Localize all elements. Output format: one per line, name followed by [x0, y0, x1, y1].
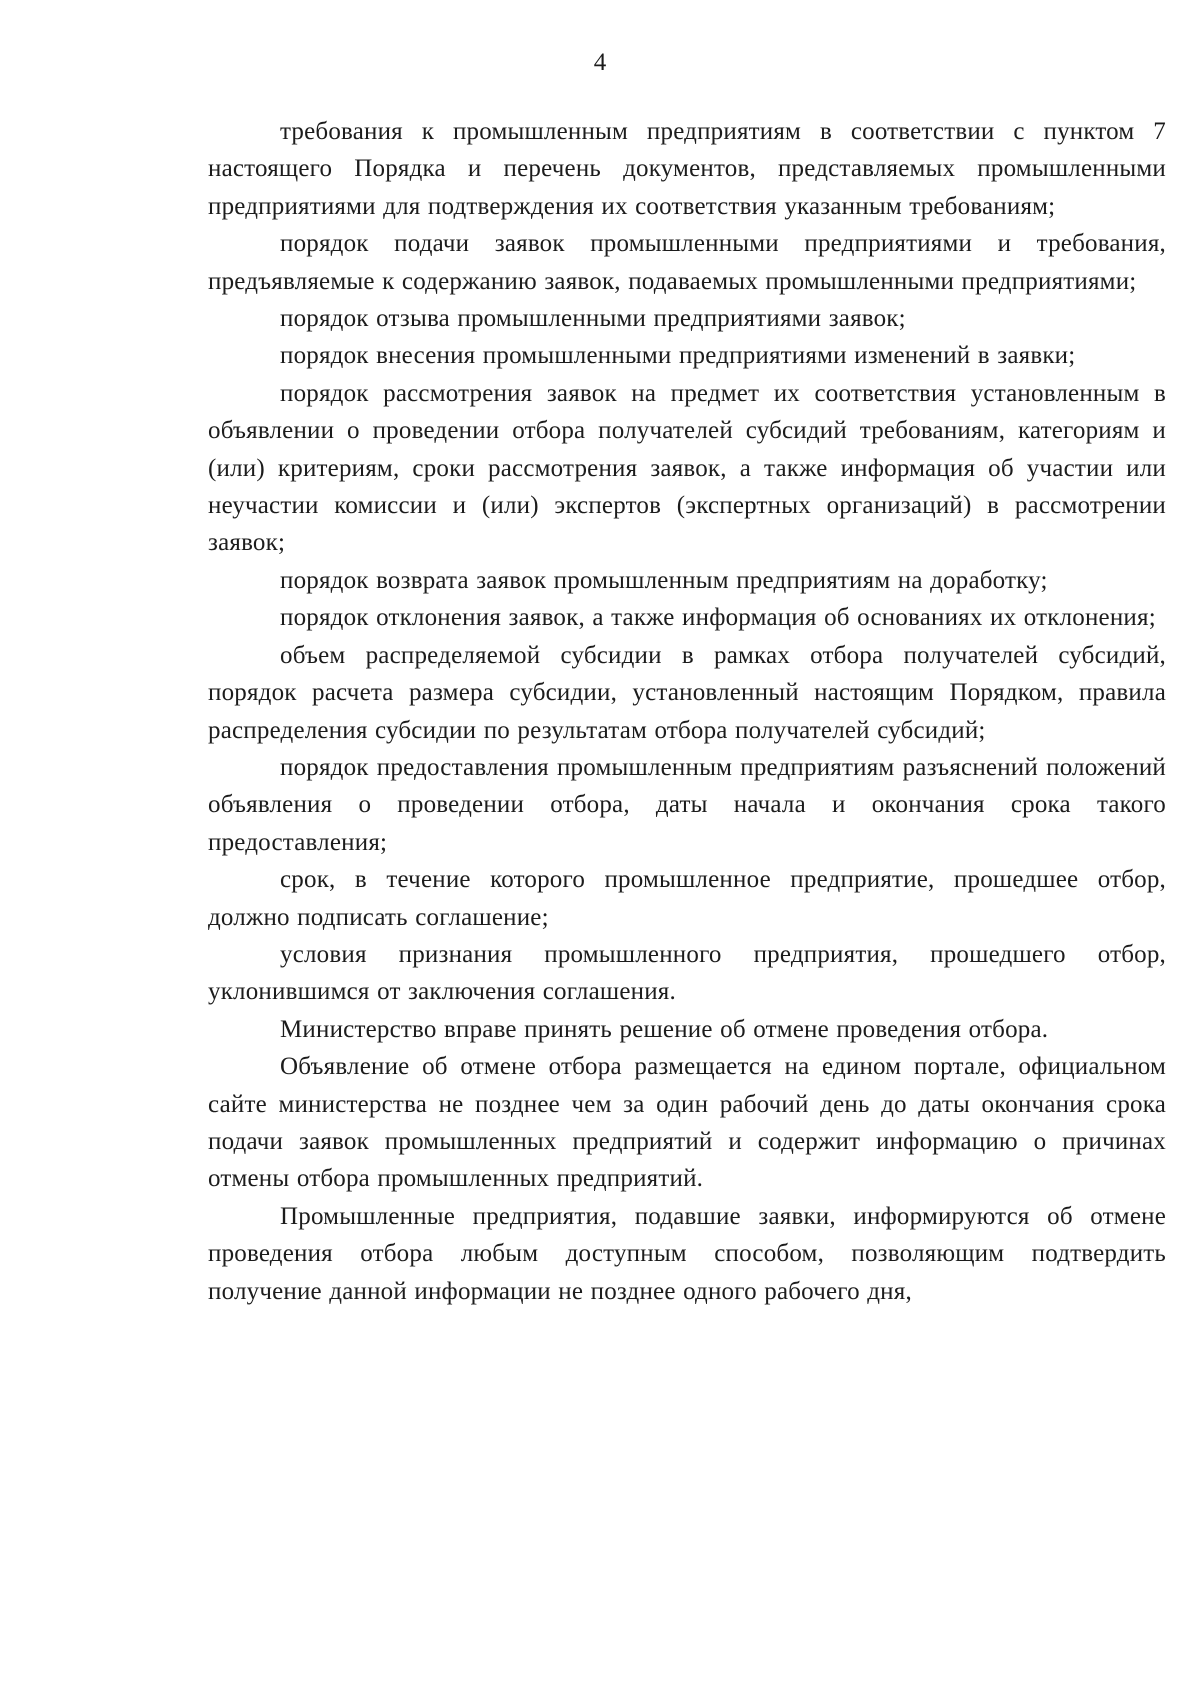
- paragraph: порядок возврата заявок промышленным предприятиям на доработку;: [280, 566, 1048, 594]
- paragraph: Министерство вправе принять решение об отмене проведения отбора.: [280, 1015, 1049, 1043]
- paragraph: порядок рассмотрения заявок на предмет их соответствия установленным в объявлении о проведении отбора получателей субсидий требованиям, категориям и (или) критериям, сроки рассмотрения заявок, а также информация об участии или неучастии комиссии и (или) экспертов (экспертных организаций) в рассмотрении заявок;: [208, 379, 1166, 557]
- paragraph: порядок внесения промышленными предприятиями изменений в заявки;: [280, 342, 1076, 370]
- paragraph: условия признания промышленного предприятия, прошедшего отбор, уклонившимся от заключения соглашения.: [208, 940, 1166, 1006]
- paragraph: порядок отклонения заявок, а также информация об основаниях их отклонения;: [280, 604, 1156, 632]
- paragraph: Промышленные предприятия, подавшие заявки, информируются об отмене проведения отбора любым доступным способом, позволяющим подтвердить получение данной информации не позднее одного рабочего дня,: [208, 1202, 1166, 1305]
- paragraph: требования к промышленным предприятиям в соответствии с пунктом 7 настоящего Порядка и перечень документов, представляемых промышленными предприятиями для подтверждения их соответствия указанным требованиям;: [208, 118, 1166, 220]
- paragraph: порядок отзыва промышленными предприятиями заявок;: [280, 305, 906, 333]
- paragraph: срок, в течение которого промышленное предприятие, прошедшее отбор, должно подписать соглашение;: [208, 866, 1166, 931]
- page-number: 4: [593, 49, 607, 76]
- document-body: [208, 113, 1166, 1310]
- paragraph: объем распределяемой субсидии в рамках отбора получателей субсидий, порядок расчета размера субсидии, установленный настоящим Порядком, правила распределения субсидии по результатам отбора получателей субсидий;: [208, 641, 1166, 744]
- paragraph: Объявление об отмене отбора размещается на едином портале, официальном сайте министерства не позднее чем за один рабочий день до даты окончания срока подачи заявок промышленных предприятий и содержит информацию о причинах отмены отбора промышленных предприятий.: [208, 1053, 1166, 1193]
- paragraph: порядок предоставления промышленным предприятиям разъяснений положений объявления о проведении отбора, даты начала и окончания срока такого предоставления;: [208, 753, 1166, 856]
- paragraph: порядок подачи заявок промышленными предприятиями и требования, предъявляемые к содержанию заявок, подаваемых промышленными предприятиями;: [208, 230, 1166, 295]
